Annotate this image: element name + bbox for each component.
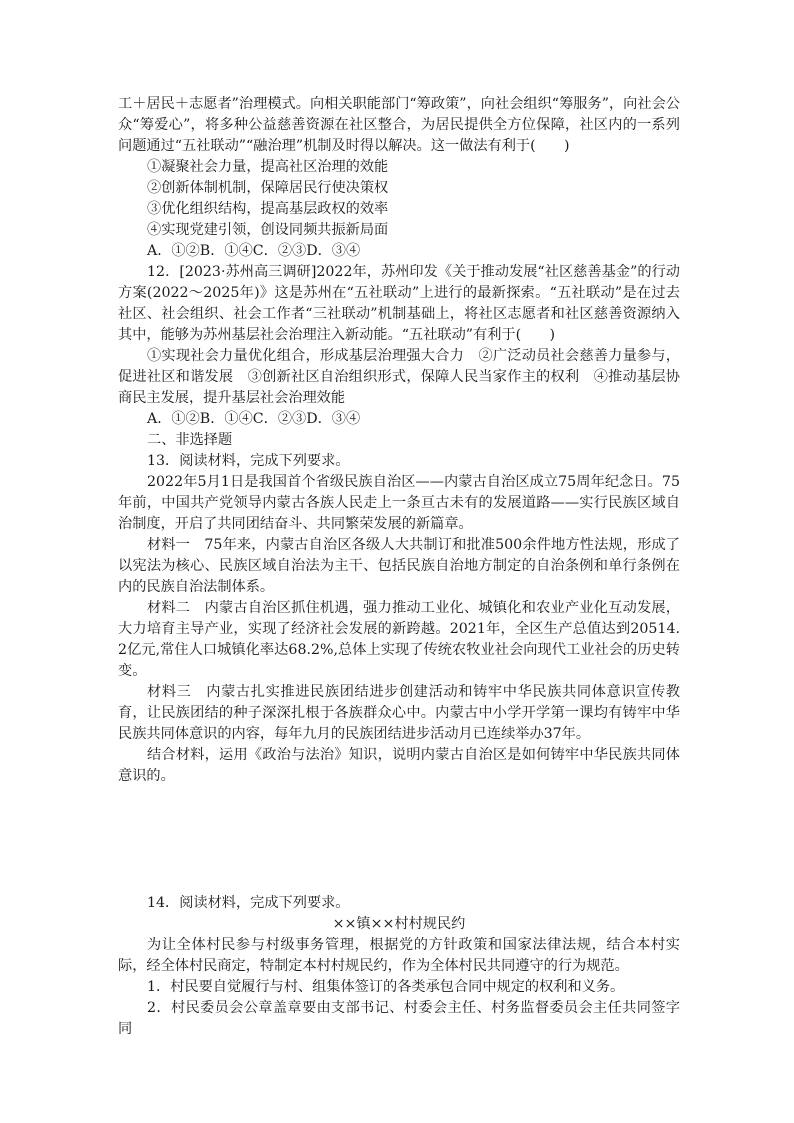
- q13-material-2: 材料二 内蒙古自治区抓住机遇，强力推动工业化、城镇化和农业产业化互动发展，大力培育主导产业，实现了经济社会发展的新跨越。2021年，全区生产总值达到20514.2亿元,常住人口城镇化率达68.2%,总体上实现了传统农牧业社会向现代工业社会的历史转变。: [118, 600, 680, 679]
- document-page: [118, 94, 680, 1040]
- q11-item-4: ④实现党建引领，创设同频共振新局面: [147, 222, 389, 238]
- q11-stem-tail: 工＋居民＋志愿者”治理模式。向相关职能部门“筹政策”，向社会组织“筹服务”，向社会公众“筹爱心”，将多种公益慈善资源在社区整合，为居民提供全方位保障，社区内的一系列问题通过“五社联动”“融治理”机制及时得以解决。这一做法有利于( ): [118, 96, 680, 154]
- q12-stem: 12．[2023·苏州高三调研]2022年，苏州印发《关于推动发展“社区慈善基金”的行动方案(2022～2025年)》这是苏州在“五社联动”上进行的最新探索。“五社联动”是在过去社区、社会组织、社会工作者“三社联动”机制基础上，将社区志愿者和社区慈善资源纳入其中，能够为苏州基层社会治理注入新动能。“五社联动”有利于( ): [118, 264, 680, 343]
- q14-rule-2: 2．村民委员会公章盖章要由支部书记、村委会主任、村务监督委员会主任共同签字同: [118, 1000, 680, 1037]
- q12-choices: A．①②B．①④C．②③D．③④: [147, 411, 361, 427]
- q11-item-3: ③优化组织结构，提高基层政权的效率: [147, 201, 389, 217]
- answer-space: [118, 787, 680, 893]
- section-heading: 二、非选择题: [147, 432, 233, 448]
- q11-item-2: ②创新体制机制，保障居民行使决策权: [147, 180, 389, 196]
- q14-title: ××镇××村村规民约: [332, 916, 466, 932]
- q14-intro: 为让全体村民参与村级事务管理，根据党的方针政策和国家法律法规，结合本村实际，经全体村民商定，特制定本村村规民约，作为全体村民共同遵守的行为规范。: [118, 937, 680, 974]
- q12-items: ①实现社会力量优化组合，形成基层治理强大合力 ②广泛动员社会慈善力量参与，促进社区和谐发展 ③创新社区自治组织形式，保障人民当家作主的权利 ④推动基层协商民主发展，提升基层社会治理效能: [118, 348, 680, 406]
- q13-stem: 13．阅读材料，完成下列要求。: [147, 453, 350, 469]
- q11-choices: A．①②B．①④C．②③D．③④: [147, 243, 361, 259]
- q13-material-1: 材料一 75年来，内蒙古自治区各级人大共制订和批准500余件地方性法规，形成了以宪法为核心、民族区域自治法为主干、包括民族自治地方制定的自治条例和单行条例在内的民族自治法制体系。: [118, 537, 680, 595]
- q13-material-3: 材料三 内蒙古扎实推进民族团结进步创建活动和铸牢中华民族共同体意识宣传教育，让民族团结的种子深深扎根于各族群众心中。内蒙古中小学开学第一课均有铸牢中华民族共同体意识的内容，每年九月的民族团结进步活动月已连续举办37年。: [118, 684, 680, 742]
- q11-item-1: ①凝聚社会力量，提高社区治理的效能: [147, 159, 389, 175]
- q14-rule-1: 1．村民要自觉履行与村、组集体签订的各类承包合同中规定的权利和义务。: [147, 979, 625, 995]
- q14-stem: 14．阅读材料，完成下列要求。: [147, 895, 350, 911]
- q13-intro: 2022年5月1日是我国首个省级民族自治区——内蒙古自治区成立75周年纪念日。75年前，中国共产党领导内蒙古各族人民走上一条亘古未有的发展道路——实行民族区域自治制度，开启了共同团结奋斗、共同繁荣发展的新篇章。: [118, 474, 680, 532]
- q13-question: 结合材料，运用《政治与法治》知识，说明内蒙古自治区是如何铸牢中华民族共同体意识的。: [118, 747, 680, 784]
